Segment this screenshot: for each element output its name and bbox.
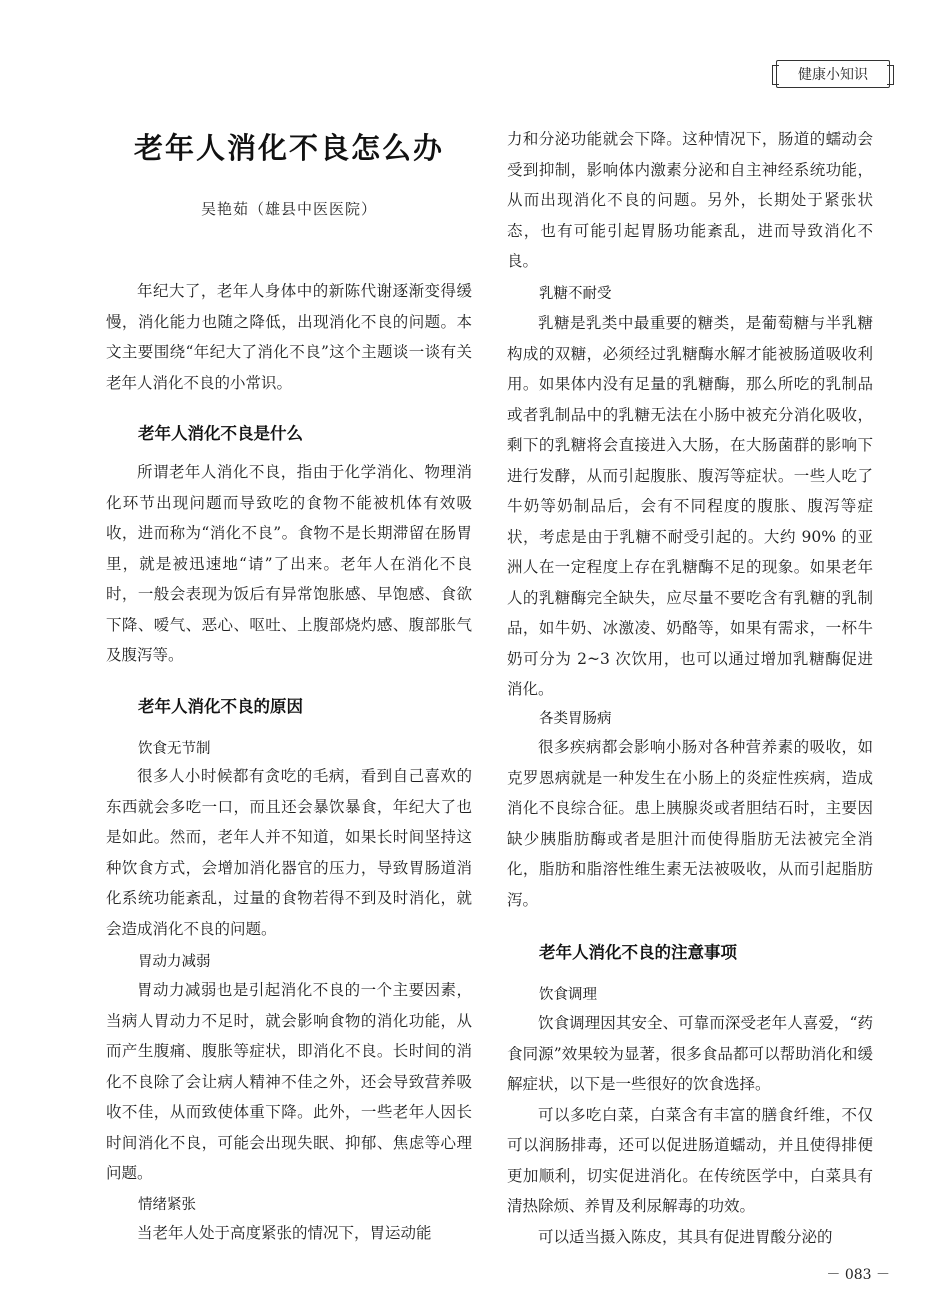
diet-body [507,1008,873,1252]
section-what-body [106,457,472,671]
subheading-diet: 饮食调理 [539,987,597,1003]
lactose-text: 乳糖是乳类中最重要的糖类，是葡萄糖与半乳糖构成的双糖，必须经过乳糖酶水解才能被肠道吸收利用。如果体内没有足量的乳糖酶，那么所吃的乳制品或者乳制品中的乳糖无法在小肠中被充分消化吸收，剩下的乳糖将会直接进入大肠，在大肠菌群的影响下进行发酵，从而引起腹胀、腹泻等症状。一些人吃了牛奶等奶制品后，会有不同程度的腹胀、腹泻等症状，考虑是由于乳糖不耐受引起的。大约 90% 的亚洲人在一定程度上存在乳糖酶不足的现象。如果老年人的乳糖酶完全缺失，应尽量不要吃含有乳糖的乳制品，如牛奶、冰激凌、奶酪等，如果有需求，一杯牛奶可分为 2~3 次饮用，也可以通过增加乳糖酶促进消化。 [507,314,873,698]
gastric-motility-text: 胃动力减弱也是引起消化不良的一个主要因素，当病人胃动力不足时，就会影响食物的消化功能，从而产生腹痛、腹胀等症状，即消化不良。长时间的消化不良除了会让病人精神不佳之外，还会导致营养吸收不佳，从而致使体重下降。此外，一些老年人因长时间消化不良，可能会出现失眠、抑郁、焦虑等心理问题。 [106,981,472,1182]
section-heading-what: 老年人消化不良是什么 [138,424,303,443]
page-number: － 083 － [826,1267,890,1283]
section-badge: 健康小知识 [776,60,890,88]
section-heading-causes: 老年人消化不良的原因 [138,697,303,716]
diet-text-2: 可以多吃白菜，白菜含有丰富的膳食纤维，不仅可以润肠排毒，还可以促进肠道蠕动，并且使得排便更加顺利，切实促进消化。在传统医学中，白菜具有清热除烦、养胃及利尿解毒的功效。 [507,1105,873,1215]
intro-paragraph [106,276,472,398]
diet-text-1: 饮食调理因其安全、可靠而深受老年人喜爱，“药食同源”效果较为显著，很多食品都可以帮助消化和缓解症状，以下是一些很好的饮食选择。 [507,1014,873,1093]
subheading-gi-diseases: 各类胃肠病 [539,711,612,727]
subheading-gastric-motility: 胃动力减弱 [138,954,211,970]
diet-text-3: 可以适当摄入陈皮，其具有促进胃酸分泌的 [538,1227,833,1246]
subheading-lactose: 乳糖不耐受 [539,286,612,302]
article-title: 老年人消化不良怎么办 [133,131,444,165]
gastric-motility-body [106,975,472,1189]
subheading-stress: 情绪紧张 [138,1197,196,1213]
gi-diseases-text: 很多疾病都会影响小肠对各种营养素的吸收，如克罗恩病就是一种发生在小肠上的炎症性疾病，造成消化不良综合征。患上胰腺炎或者胆结石时，主要因缺少胰脂肪酶或者是胆汁而使得脂肪无法被完全消化，脂肪和脂溶性维生素无法被吸收，从而引起脂肪泻。 [507,738,873,909]
subheading-overeating: 饮食无节制 [138,741,211,757]
overeating-text: 很多人小时候都有贪吃的毛病，看到自己喜欢的东西就会多吃一口，而且还会暴饮暴食，年纪大了也是如此。然而，老年人并不知道，如果长时间坚持这种饮食方式，会增加消化器官的压力，导致胃肠道消化系统功能紊乱，过量的食物若得不到及时消化，就会造成消化不良的问题。 [106,767,472,938]
article-author: 吴艳茹（雄县中医医院） [200,200,377,218]
stress-text-continued: 力和分泌功能就会下降。这种情况下，肠道的蠕动会受到抑制，影响体内激素分泌和自主神经系统功能，从而出现消化不良的问题。另外，长期处于紧张状态，也有可能引起胃肠功能紊乱，进而导致消化不良。 [507,130,873,270]
stress-body-continued [507,124,873,277]
stress-body-start [106,1218,472,1249]
gi-diseases-body [507,732,873,915]
lactose-body [507,308,873,705]
section-what-text: 所谓老年人消化不良，指由于化学消化、物理消化环节出现问题而导致吃的食物不能被机体有效吸收，进而称为“消化不良”。食物不是长期滞留在肠胃里，就是被迅速地“请”了出来。老年人在消化不良时，一般会表现为饭后有异常饱胀感、早饱感、食欲下降、嗳气、恶心、呕吐、上腹部烧灼感、腹部胀气及腹泻等。 [106,463,472,664]
intro-text: 年纪大了，老年人身体中的新陈代谢逐渐变得缓慢，消化能力也随之降低，出现消化不良的问题。本文主要围绕“年纪大了消化不良”这个主题谈一谈有关老年人消化不良的小常识。 [106,282,472,392]
section-heading-precautions: 老年人消化不良的注意事项 [539,943,737,962]
overeating-body [106,761,472,944]
stress-text-start: 当老年人处于高度紧张的情况下，胃运动能 [137,1224,432,1242]
